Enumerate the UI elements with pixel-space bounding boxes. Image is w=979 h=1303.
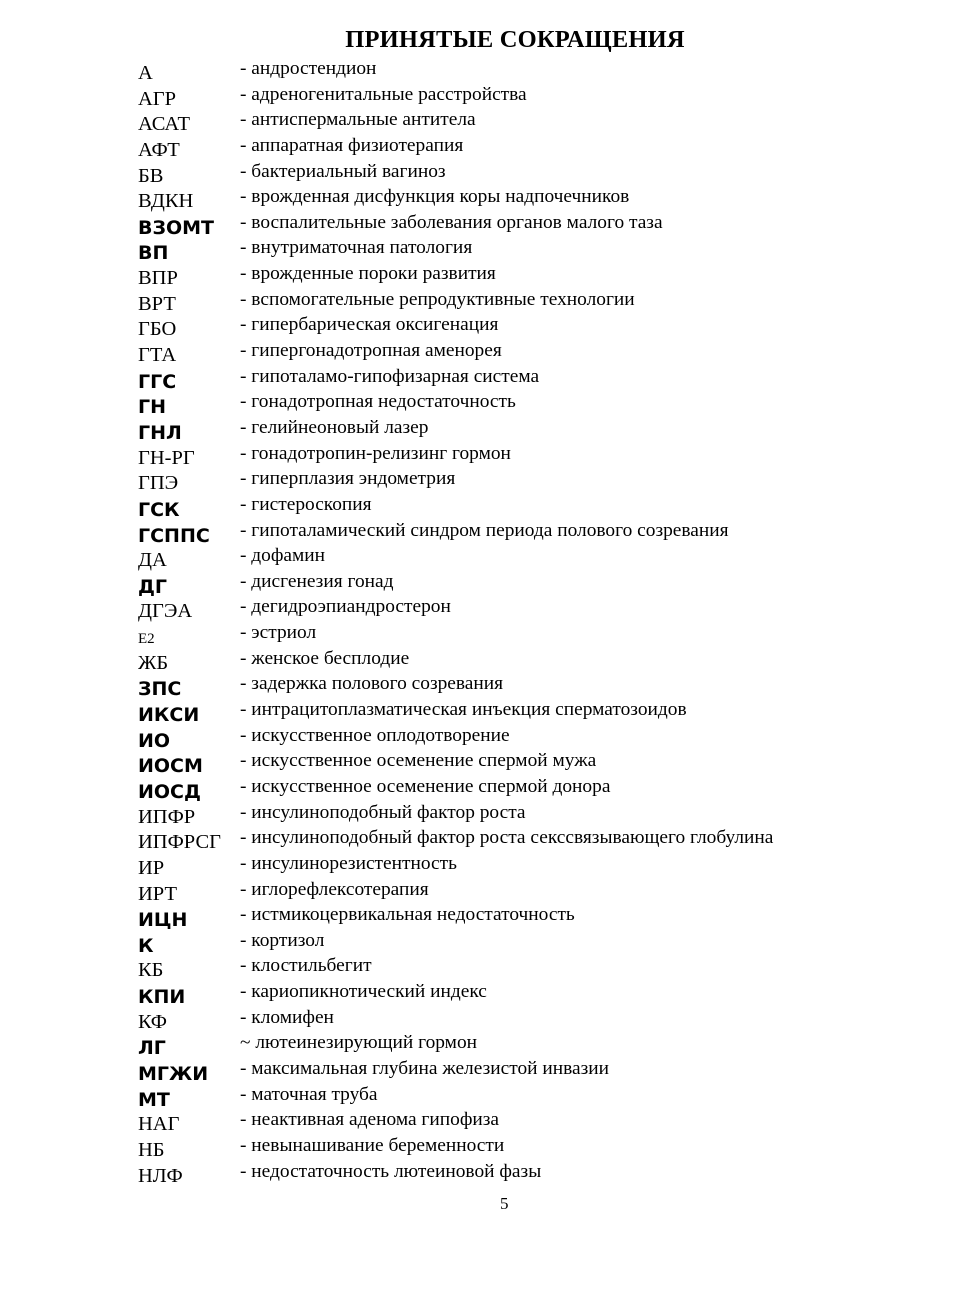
abbreviation-term: ИО (138, 729, 171, 752)
list-item (0, 1032, 979, 1058)
abbreviation-term: ГГС (138, 370, 177, 393)
abbreviation-definition: - гипергонадотропная аменорея (240, 340, 502, 362)
list-item (0, 314, 979, 340)
list-item (0, 237, 979, 263)
abbreviation-term: ИОСМ (138, 755, 203, 778)
abbreviation-definition: - инсулиноподобный фактор роста (240, 801, 526, 823)
list-item (0, 1058, 979, 1084)
abbreviation-term: АФТ (138, 138, 180, 161)
abbreviation-definition: - антиспермальные антитела (240, 109, 476, 131)
list-item (0, 545, 979, 571)
abbreviation-definition: - кортизол (240, 929, 325, 951)
abbreviation-term: ДГЭА (138, 600, 193, 623)
abbreviation-term: ГСППС (138, 524, 210, 547)
list-item (0, 827, 979, 853)
list-item (0, 699, 979, 725)
abbreviation-definition: - невынашивание беременности (240, 1134, 505, 1156)
abbreviation-definition: - искусственное осеменение спермой мужа (240, 750, 597, 772)
abbreviation-definition: - внутриматочная патология (240, 237, 473, 259)
abbreviation-definition: - гиперплазия эндометрия (240, 468, 456, 490)
abbreviation-definition: - адреногенитальные расстройства (240, 83, 527, 105)
abbreviation-term: ДГ (138, 575, 168, 598)
abbreviation-definition: ~ лютеинезирующий гормон (240, 1032, 478, 1054)
abbreviation-definition: - истмикоцервикальная недостаточность (240, 904, 575, 926)
abbreviation-definition: - гонадотропин-релизинг гормон (240, 442, 511, 464)
abbreviation-term: МГЖИ (138, 1062, 209, 1085)
abbreviation-term: ИЦН (138, 909, 188, 932)
abbreviation-definition: - неактивная аденома гипофиза (240, 1109, 500, 1131)
abbreviation-term: НБ (138, 1138, 165, 1161)
list-item (0, 366, 979, 392)
abbreviation-term: ИПФР (138, 805, 196, 828)
list-item (0, 725, 979, 751)
abbreviation-definition: - гелийнеоновый лазер (240, 416, 429, 438)
abbreviation-definition: - максимальная глубина железистой инвазии (240, 1057, 610, 1079)
abbreviation-term: ВПР (138, 267, 178, 290)
page-number: 5 (500, 1194, 509, 1213)
abbreviation-term: А (138, 62, 153, 84)
abbreviation-term: ИРТ (138, 882, 177, 905)
abbreviation-term: ДА (138, 549, 167, 572)
list-item (0, 673, 979, 699)
list-item (0, 750, 979, 776)
abbreviation-definition: - задержка полового созревания (240, 673, 504, 695)
abbreviation-term: ВП (138, 242, 169, 265)
list-item (0, 648, 979, 674)
abbreviation-term: Е2 (138, 631, 155, 648)
list-item (0, 879, 979, 905)
abbreviation-definition: - клостильбегит (240, 955, 372, 977)
list-item (0, 263, 979, 289)
abbreviation-definition: - врожденные пороки развития (240, 263, 496, 285)
list-item (0, 853, 979, 879)
abbreviation-term: КБ (138, 959, 164, 982)
abbreviation-term: ИКСИ (138, 704, 200, 727)
abbreviation-definition: - врожденная дисфункция коры надпочечников (240, 186, 630, 208)
abbreviation-term: ИР (138, 856, 165, 879)
abbreviation-definition: - бактериальный вагиноз (240, 160, 446, 182)
abbreviation-term: ГН-РГ (138, 446, 195, 469)
abbreviation-term: НАГ (138, 1113, 180, 1136)
list-item (0, 904, 979, 930)
abbreviation-definition: - гипоталамический синдром периода полового созревания (240, 519, 729, 541)
list-item (0, 289, 979, 315)
list-item (0, 161, 979, 187)
abbreviation-term: ВРТ (138, 292, 176, 315)
list-item (0, 596, 979, 622)
abbreviation-definition: - маточная труба (240, 1083, 378, 1105)
list-item (0, 1084, 979, 1110)
abbreviation-list (0, 58, 979, 1186)
list-item (0, 1007, 979, 1033)
abbreviation-term: ЗПС (138, 678, 182, 701)
list-item (0, 571, 979, 597)
list-item (0, 109, 979, 135)
abbreviation-definition: - гистероскопия (240, 493, 372, 515)
abbreviation-term: МТ (138, 1088, 170, 1111)
abbreviation-term: ГНЛ (138, 421, 182, 444)
abbreviation-definition: - искусственное осеменение спермой донора (240, 775, 611, 797)
list-item (0, 981, 979, 1007)
abbreviation-term: К (138, 934, 154, 957)
abbreviation-term: КПИ (138, 986, 186, 1009)
list-item (0, 340, 979, 366)
abbreviation-term: ГПЭ (138, 472, 179, 495)
list-item (0, 802, 979, 828)
list-item (0, 1161, 979, 1187)
abbreviation-term: ЛГ (138, 1037, 166, 1060)
abbreviation-term: БВ (138, 164, 164, 187)
abbreviation-definition: - женское бесплодие (240, 647, 410, 669)
abbreviation-term: НЛФ (138, 1164, 183, 1187)
list-item (0, 443, 979, 469)
abbreviation-term: ГН (138, 396, 167, 419)
list-item (0, 391, 979, 417)
abbreviation-term: КФ (138, 1010, 167, 1033)
abbreviation-definition: - инсулинорезистентность (240, 852, 457, 874)
abbreviation-term: ГБО (138, 318, 177, 341)
abbreviation-term: ИОСД (138, 780, 201, 803)
abbreviation-term: ГТА (138, 344, 177, 367)
list-item (0, 776, 979, 802)
list-item (0, 1109, 979, 1135)
abbreviation-definition: - дофамин (240, 545, 326, 567)
abbreviation-definition: - инсулиноподобный фактор роста сексcвязывающего глобулина (240, 827, 774, 849)
list-item (0, 212, 979, 238)
list-item (0, 622, 979, 648)
list-item (0, 468, 979, 494)
list-item (0, 417, 979, 443)
list-item (0, 58, 979, 84)
abbreviation-term: АСАТ (138, 113, 190, 136)
list-item (0, 84, 979, 110)
list-item (0, 494, 979, 520)
list-item (0, 955, 979, 981)
abbreviation-definition: - вспомогательные репродуктивные технологии (240, 288, 635, 310)
abbreviation-definition: - дисгенезия гонад (240, 570, 394, 592)
abbreviation-definition: - интрацитоплазматическая инъекция сперматозоидов (240, 699, 687, 721)
abbreviation-definition: - кломифен (240, 1006, 334, 1028)
abbreviation-definition: - искусственное оплодотворение (240, 724, 510, 746)
abbreviation-term: ВДКН (138, 190, 194, 213)
abbreviation-definition: - дегидроэпиандростерон (240, 596, 451, 618)
abbreviation-term: ВЗОМТ (138, 216, 214, 239)
abbreviation-definition: - андростендион (240, 58, 377, 79)
list-item (0, 930, 979, 956)
list-item (0, 1135, 979, 1161)
list-item (0, 186, 979, 212)
abbreviation-term: ГСК (138, 498, 180, 521)
abbreviation-term: АГР (138, 87, 177, 110)
abbreviation-definition: - гонадотропная недостаточность (240, 391, 516, 413)
abbreviation-definition: - аппаратная физиотерапия (240, 134, 464, 156)
list-item (0, 135, 979, 161)
list-item (0, 520, 979, 546)
abbreviation-definition: - воспалительные заболевания органов малого таза (240, 211, 663, 233)
abbreviation-definition: - кариопикнотический индекс (240, 981, 487, 1003)
abbreviation-term: ИПФРСГ (138, 831, 221, 854)
abbreviation-definition: - недостаточность лютеиновой фазы (240, 1160, 542, 1182)
page-title: ПРИНЯТЫЕ СОКРАЩЕНИЯ (345, 26, 685, 53)
abbreviation-definition: - гипоталамо-гипофизарная система (240, 365, 540, 387)
abbreviation-definition: - эстриол (240, 622, 317, 644)
abbreviation-definition: - гипербарическая оксигенация (240, 314, 499, 336)
abbreviation-definition: - иглорефлексотерапия (240, 878, 429, 900)
abbreviation-term: ЖБ (138, 651, 169, 674)
